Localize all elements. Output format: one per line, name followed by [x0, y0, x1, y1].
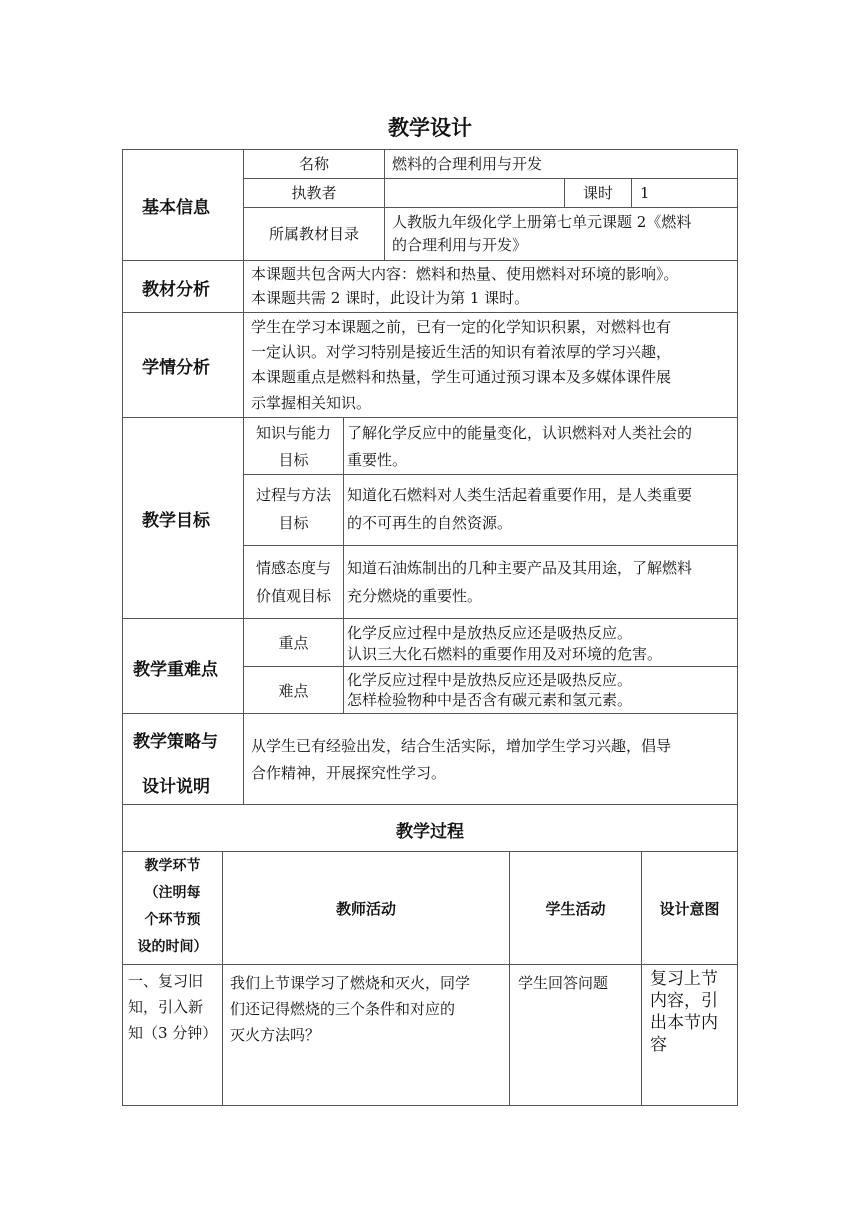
objective-text: 了解化学反应中的能量变化，认识燃料对人类社会的: [347, 424, 693, 442]
name-value: 燃料的合理利用与开发: [392, 155, 543, 173]
focus-label: 重点: [278, 634, 309, 652]
stage-header: 教学环节: [144, 858, 201, 874]
material-line: 本课题共包含两大内容：燃料和热量、使用燃料对环境的影响》。: [251, 265, 679, 283]
difficulty-label: 难点: [278, 682, 309, 700]
strategy-line: 合作精神，开展探究性学习。: [251, 764, 447, 782]
student-analysis-heading: 学情分析: [142, 358, 210, 378]
student-activity-header: 学生活动: [545, 900, 606, 918]
focus-line: 化学反应过程中是放热反应还是吸热反应。: [347, 624, 633, 642]
objective-text: 知道石油炼制出的几种主要产品及其用途，了解燃料: [347, 559, 693, 577]
material-line: 本课题共需 2 课时，此设计为第 1 课时。: [251, 289, 530, 307]
strategy-heading: 设计说明: [142, 777, 210, 797]
student-line: 一定认识。对学习特别是接近生活的知识有着浓厚的学习兴趣，: [251, 343, 672, 361]
objective-text: 充分燃烧的重要性。: [347, 587, 483, 605]
teacher-activity-line: 我们上节课学习了燃烧和灭火，同学: [230, 974, 471, 992]
hours-label: 课时: [582, 184, 613, 202]
teacher-activity-line: 们还记得燃烧的三个条件和对应的: [230, 1000, 456, 1018]
difficulty-line: 化学反应过程中是放热反应还是吸热反应。: [347, 671, 633, 689]
name-label: 名称: [298, 155, 329, 173]
teacher-activity-header: 教师活动: [335, 900, 396, 918]
student-line: 学生在学习本课题之前，已有一定的化学知识积累，对燃料也有: [251, 318, 672, 336]
objective-label: 价值观目标: [255, 587, 331, 605]
design-intent-line: 出本节内: [650, 1013, 718, 1033]
stage-header: 设的时间）: [137, 939, 208, 955]
student-line: 本课题重点是燃料和热量，学生可通过预习课本及多媒体课件展: [251, 368, 672, 386]
process-title: 教学过程: [396, 822, 464, 842]
teacher-value-cell: [384, 178, 565, 208]
catalog-line: 的合理利用与开发》: [392, 236, 528, 254]
strategy-line: 从学生已有经验出发，结合生活实际，增加学生学习兴趣，倡导: [251, 737, 672, 755]
design-intent-line: 内容，引: [650, 991, 718, 1011]
design-intent-line: 容: [650, 1035, 667, 1055]
stage-header: （注明每: [144, 885, 201, 901]
catalog-label: 所属教材目录: [268, 225, 359, 243]
basic-info-heading: 基本信息: [142, 198, 210, 218]
objective-label: 目标: [278, 451, 309, 469]
teacher-activity-line: 灭火方法吗？: [230, 1026, 321, 1044]
material-analysis-heading: 教材分析: [142, 280, 210, 300]
objective-label: 目标: [278, 514, 309, 532]
objective-label: 过程与方法: [255, 486, 331, 504]
key-points-heading: 教学重难点: [133, 660, 218, 680]
objective-text: 的不可再生的自然资源。: [347, 514, 513, 532]
document-title: 教学设计: [388, 116, 472, 140]
student-line: 示掌握相关知识。: [251, 394, 372, 412]
objective-text: 知道化石燃料对人类生活起着重要作用，是人类重要: [347, 486, 693, 504]
design-intent-line: 复习上节: [650, 969, 718, 989]
objective-label: 知识与能力: [255, 424, 331, 442]
stage-line: 知（3 分钟）: [128, 1024, 218, 1042]
hours-value: 1: [640, 184, 650, 202]
student-activity-text: 学生回答问题: [518, 974, 609, 992]
strategy-heading: 教学策略与: [133, 732, 218, 752]
stage-header: 个环节预: [144, 912, 201, 928]
objectives-heading: 教学目标: [142, 511, 210, 531]
objective-label: 情感态度与: [255, 559, 331, 577]
focus-line: 认识三大化石燃料的重要作用及对环境的危害。: [347, 645, 663, 663]
design-intent-header: 设计意图: [659, 900, 720, 918]
stage-line: 知，引入新: [128, 998, 204, 1016]
objective-text: 重要性。: [347, 451, 408, 469]
strategy-body: [243, 713, 738, 805]
catalog-line: 人教版九年级化学上册第七单元课题 2《燃料: [392, 213, 692, 231]
teacher-label: 执教者: [291, 184, 337, 202]
stage-line: 一、复习旧: [128, 972, 204, 990]
difficulty-line: 怎样检验物种中是否含有碳元素和氢元素。: [347, 691, 633, 709]
